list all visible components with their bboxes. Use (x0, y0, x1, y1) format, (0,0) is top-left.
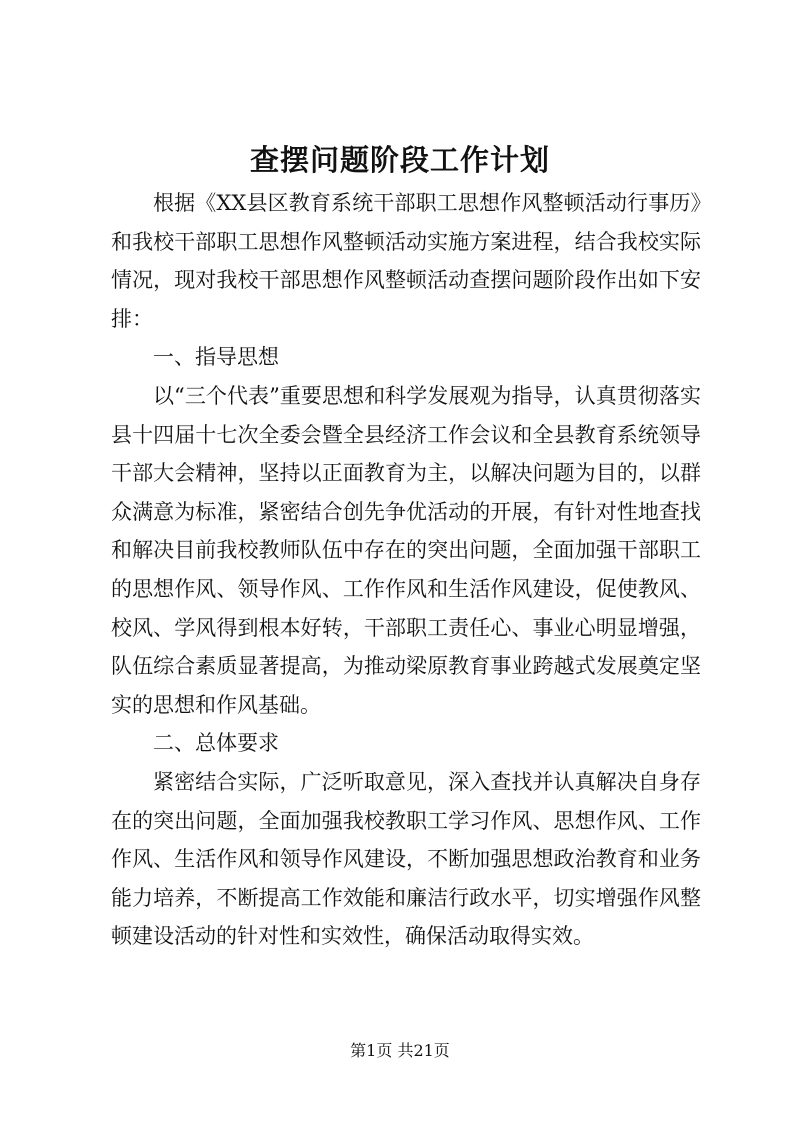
document-title: 查摆问题阶段工作计划 (249, 143, 550, 177)
section-body-general-requirements: 紧密结合实际，广泛听取意见，深入查找并认真解决自身存在的突出问题，全面加强我校教职工学习作风、思想作风、工作作风、生活作风和领导作风建设，不断加强思想政治教育和业务能力培养，不断提高工作效能和廉洁行政水平，切实增强作风整顿建设活动的针对性和实效性，确保活动取得实效。 (111, 769, 701, 949)
section-heading-guiding-ideology: 一、指导思想 (153, 345, 279, 370)
document-body (111, 184, 701, 956)
section-body-guiding-ideology: 以“三个代表”重要思想和科学发展观为指导，认真贯彻落实县十四届十七次全委会暨全县经济工作会议和全县教育系统领导干部大会精神，坚持以正面教育为主，以解决问题为目的，以群众满意为标准，紧密结合创先争优活动的开展，有针对性地查找和解决目前我校教师队伍中存在的突出问题，全面加强干部职工的思想作风、领导作风、工作作风和生活作风建设，促使教风、校风、学风得到根本好转，干部职工责任心、事业心明显增强，队伍综合素质显著提高，为推动梁原教育事业跨越式发展奠定坚实的思想和作风基础。 (111, 383, 701, 717)
section-heading-general-requirements: 二、总体要求 (153, 731, 279, 756)
page-number-footer: 第1页 共21页 (350, 1041, 450, 1060)
intro-paragraph: 根据《XX县区教育系统干部职工思想作风整顿活动行事历》和我校干部职工思想作风整顿活动实施方案进程，结合我校实际情况，现对我校干部思想作风整顿活动查摆问题阶段作出如下安排： (111, 191, 701, 331)
